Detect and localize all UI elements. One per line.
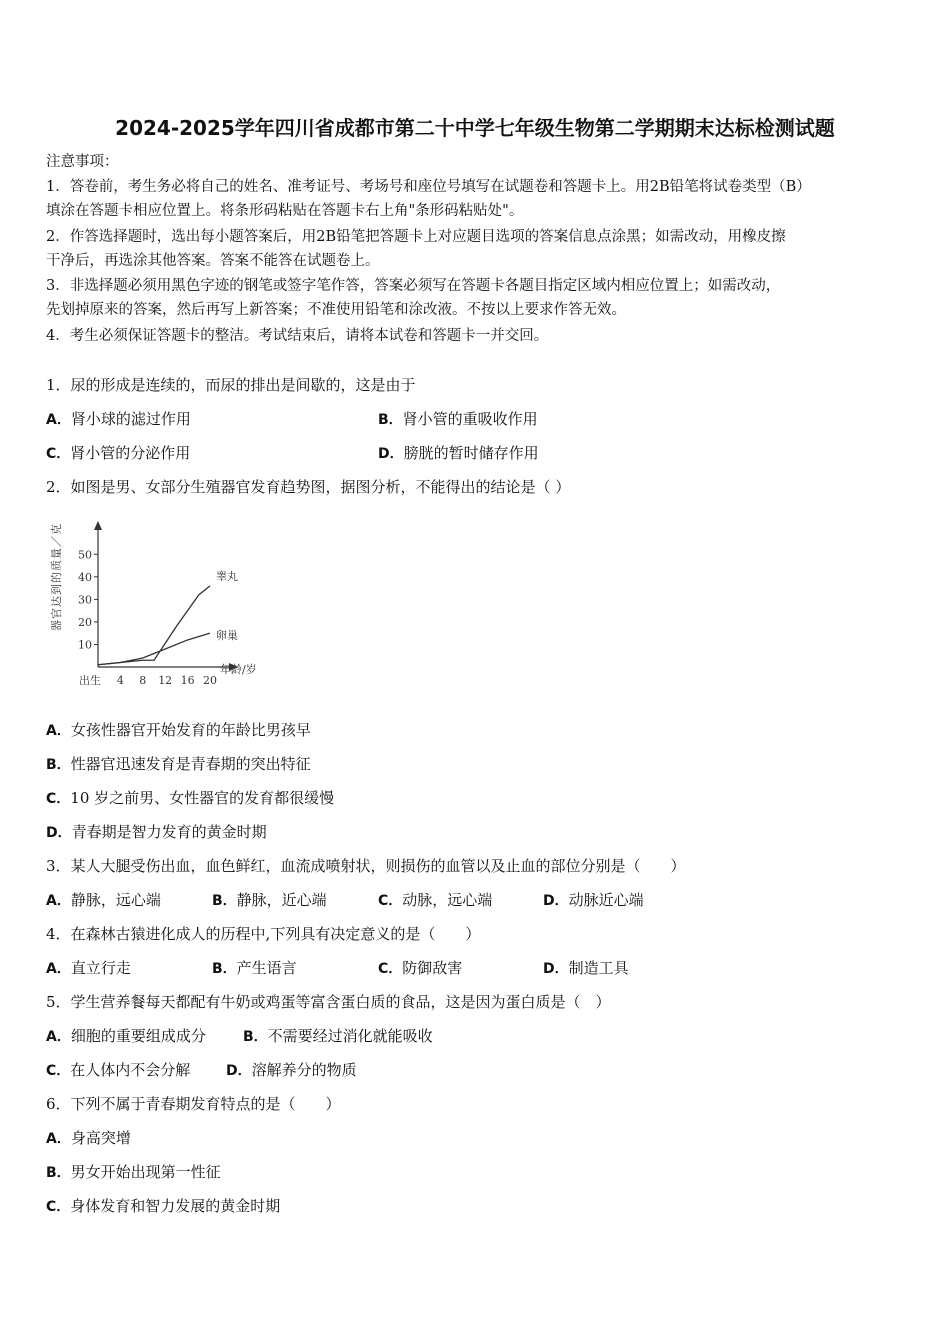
growth-chart [40, 505, 280, 695]
option: B．男女开始出现第一性征 [46, 1163, 221, 1181]
option: B．产生语言 [212, 959, 297, 977]
y-axis-arrow [94, 521, 102, 530]
y-tick-label: 50 [78, 548, 92, 562]
x-tick-label: 16 [180, 674, 195, 687]
notice-line: 填涂在答题卡相应位置上。将条形码粘贴在答题卡右上角"条形码粘贴处"。 [46, 203, 524, 219]
option: D．青春期是智力发育的黄金时期 [46, 823, 267, 841]
series-label: 睾丸 [216, 569, 238, 583]
option: A．静脉，远心端 [46, 891, 161, 909]
option: A．细胞的重要组成成分 [46, 1027, 206, 1045]
notice-heading: 注意事项： [46, 154, 119, 170]
question-stem: 5．学生营养餐每天都配有牛奶或鸡蛋等富含蛋白质的食品，这是因为蛋白质是（ ） [46, 993, 611, 1011]
notice-line: 3．非选择题必须用黑色字迹的钢笔或签字笔作答，答案必须写在答题卡各题目指定区域内相应位置上；如需改动， [46, 278, 781, 294]
notice-line: 1．答卷前，考生务必将自己的姓名、准考证号、考场号和座位号填写在试题卷和答题卡上。用2B铅笔将试卷类型（B） [46, 179, 811, 195]
x-tick-label: 出生 [79, 674, 101, 687]
option: C．肾小管的分泌作用 [46, 444, 191, 462]
option: A．肾小球的滤过作用 [46, 410, 191, 428]
x-tick-label: 12 [158, 674, 173, 687]
notice-line: 4．考生必须保证答题卡的整洁。考试结束后，请将本试卷和答题卡一并交回。 [46, 328, 549, 344]
question-stem: 2．如图是男、女部分生殖器官发育趋势图，据图分析，不能得出的结论是（ ） [46, 478, 571, 496]
x-tick-label: 20 [203, 674, 217, 687]
x-tick-label: 8 [139, 674, 147, 687]
question-stem: 1．尿的形成是连续的，而尿的排出是间歇的，这是由于 [46, 376, 416, 394]
option: A．女孩性器官开始发育的年龄比男孩早 [46, 721, 311, 739]
option: A．身高突增 [46, 1129, 131, 1147]
option: D．溶解养分的物质 [226, 1061, 357, 1079]
notice-line: 2．作答选择题时，选出每小题答案后，用2B铅笔把答题卡上对应题目选项的答案信息点涂黑；如需改动，用橡皮擦 [46, 229, 786, 245]
x-tick-label: 4 [116, 674, 124, 687]
option: C．10 岁之前男、女性器官的发育都很缓慢 [46, 789, 335, 807]
option: B．性器官迅速发育是青春期的突出特征 [46, 755, 311, 773]
option: B．不需要经过消化就能吸收 [243, 1027, 433, 1045]
series-label: 卵巢 [216, 629, 238, 643]
y-axis-label: 器官达到的质量／克 [50, 523, 63, 631]
option: B．静脉，近心端 [212, 891, 327, 909]
option: C．身体发育和智力发展的黄金时期 [46, 1197, 281, 1215]
option: A．直立行走 [46, 959, 131, 977]
y-tick-label: 30 [78, 593, 92, 607]
option: C．动脉，远心端 [378, 891, 493, 909]
question-stem: 6．下列不属于青春期发育特点的是（ ） [46, 1095, 341, 1113]
y-tick-label: 20 [78, 615, 92, 629]
option: D．动脉近心端 [543, 891, 644, 909]
x-axis-label: 年龄/岁 [220, 663, 257, 676]
notice-line: 先划掉原来的答案，然后再写上新答案；不准使用铅笔和涂改液。不按以上要求作答无效。 [46, 302, 626, 318]
option: C．在人体内不会分解 [46, 1061, 191, 1079]
notice-line: 干净后，再选涂其他答案。答案不能答在试题卷上。 [46, 253, 380, 269]
y-tick-label: 10 [78, 638, 92, 652]
question-stem: 3．某人大腿受伤出血，血色鲜红，血流成喷射状，则损伤的血管以及止血的部位分别是（ ） [46, 857, 686, 875]
question-stem: 4．在森林古猿进化成人的历程中,下列具有决定意义的是（ ） [46, 925, 481, 943]
y-tick-label: 40 [78, 570, 92, 584]
option: D．制造工具 [543, 959, 629, 977]
option: D．膀胱的暂时储存作用 [378, 444, 539, 462]
option: C．防御敌害 [378, 959, 463, 977]
page-title: 2024-2025学年四川省成都市第二十中学七年级生物第二学期期末达标检测试题 [115, 116, 835, 140]
option: B．肾小管的重吸收作用 [378, 410, 538, 428]
